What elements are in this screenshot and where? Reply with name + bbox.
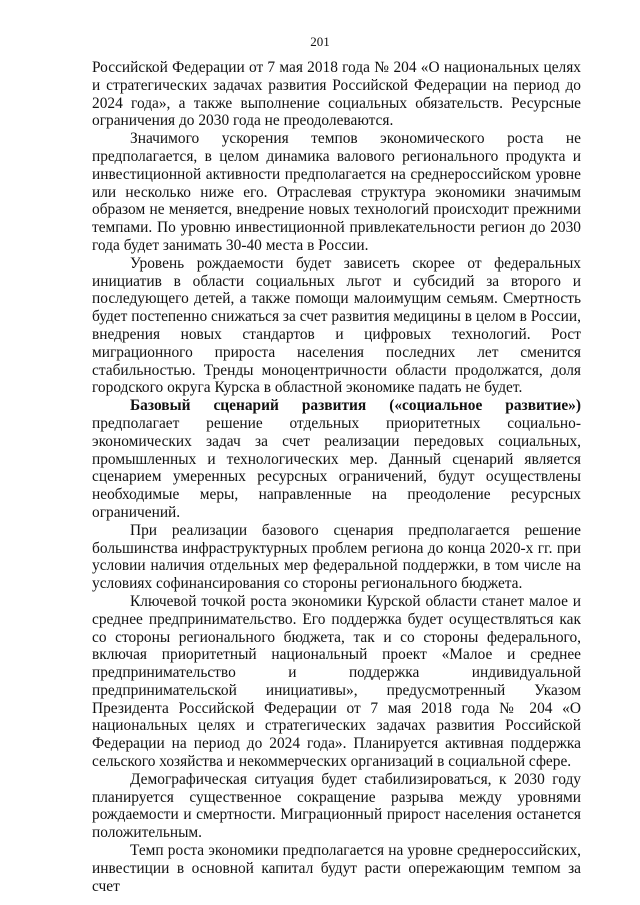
base-scenario-title: Базовый сценарий развития («социальное развитие») <box>130 397 581 415</box>
paragraph-national-goals-continuation: Российской Федерации от 7 мая 2018 года № 204 «О национальных целях и стратегических задачах развития Российской Федерации на период до 2024 года», а также выполнение социальных обязательств. Ресурсные ограничения до 2030 года не преодолеваются. <box>92 59 581 130</box>
page-number: 201 <box>310 34 330 49</box>
paragraph-birth-rate: Уровень рождаемости будет зависеть скорее от федеральных инициатив в области социальных льгот и субсидий за второго и последующего детей, а также помощи малоимущим семьям. Смертность будет постепенно снижаться за счет развития медицины в целом в России, внедрения новых стандартов и цифровых технологий. Рост миграционного прироста населения последних лет сменится стабильностью. Тренды моноцентричности области продолжатся, доля городского округа Курска в областной экономике падать не будет. <box>92 254 581 397</box>
paragraph-small-business: Ключевой точкой роста экономики Курской области станет малое и среднее предпринимательство. Его поддержка будет осуществляться как со стороны регионального бюджета, так и со стороны федерального, включая приоритетный национальный проект «Малое и среднее предпринимательство и поддержка индивидуальной предпринимательской инициативы», предусмотренный Указом Президента Российской Федерации от 7 мая 2018 года № 204 «О национальных целях и стратегических задачах развития Российской Федерации на период до 2024 года». Планируется активная поддержка сельского хозяйства и некоммерческих организаций в социальной сфере. <box>92 592 581 771</box>
base-scenario-description: предполагает решение отдельных приоритетных социально-экономических задач за счет реализации передовых социальных, промышленных и технологических мер. Данный сценарий является сценарием умеренных ресурсных ограничений, будут осуществлены необходимые меры, направленные на преодоление ресурсных ограничений. <box>92 414 581 521</box>
document-body <box>92 59 581 895</box>
paragraph-demography: Демографическая ситуация будет стабилизироваться, к 2030 году планируется существенное сокращение разрыва между уровнями рождаемости и смертности. Миграционный прирост населения останется положительным. <box>92 770 581 842</box>
paragraph-infrastructure: При реализации базового сценария предполагается решение большинства инфраструктурных проблем региона до конца 2020-х гг. при условии наличия отдельных мер федеральной поддержки, в том числе на условиях софинансирования со стороны регионального бюджета. <box>92 521 581 593</box>
paragraph-economic-growth: Значимого ускорения темпов экономического роста не предполагается, в целом динамика валового регионального продукта и инвестиционной активности предполагается на среднероссийском уровне или несколько ниже его. Отраслевая структура экономики значимым образом не меняется, внедрение новых технологий происходит прежними темпами. По уровню инвестиционной привлекательности регион до 2030 года будет занимать 30-40 места в России. <box>92 130 581 254</box>
paragraph-economy-growth-rate: Темп роста экономики предполагается на уровне среднероссийских, инвестиции в основной капитал будут расти опережающим темпом за счет <box>92 842 581 895</box>
paragraph-base-scenario <box>92 397 581 522</box>
